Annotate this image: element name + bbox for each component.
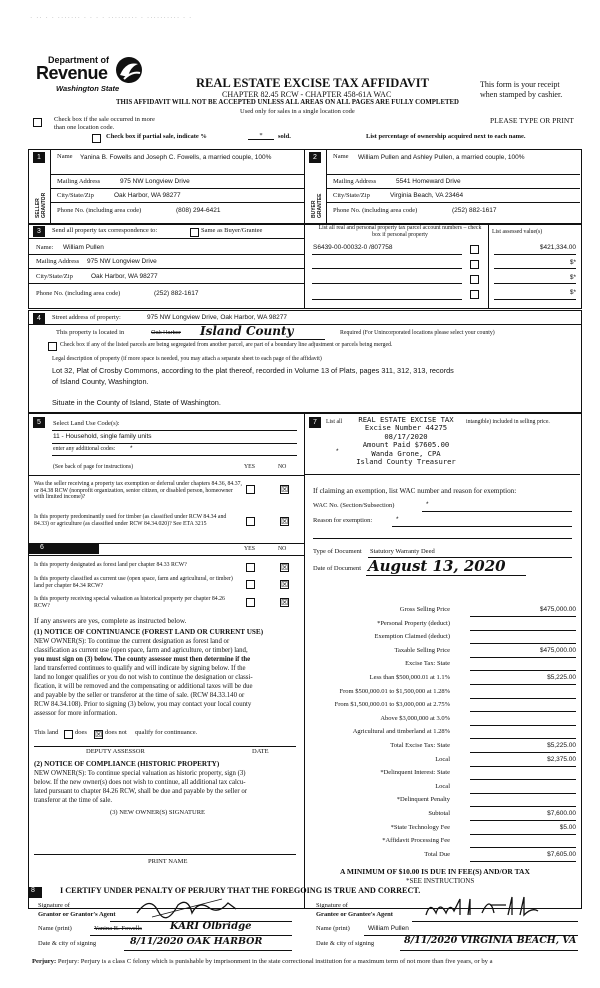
doc-date-handwritten[interactable]: August 13, 2020 — [368, 557, 506, 575]
corr-phone-label: Phone No. (including area code) — [36, 290, 121, 297]
tax-row-rule — [470, 793, 576, 794]
seller-city-label: City/State/Zip — [57, 192, 94, 199]
rule — [51, 202, 304, 203]
perjury-text: Perjury: Perjury is a class C felony which is punishable by imprisonment in the state correctional institution for a maximum term of not more than five years, or by a — [57, 958, 493, 965]
tax-row-label: *State Technology Fee — [390, 824, 450, 831]
legal-line2[interactable]: of Island County, Washington. — [52, 377, 149, 386]
qualify-label: qualify for continuance. — [135, 729, 198, 736]
corr-mailing-label: Mailing Address — [36, 258, 80, 265]
tax-row-rule — [470, 670, 576, 671]
rule — [494, 254, 576, 255]
doc-type[interactable]: Statutory Warranty Deed — [370, 548, 435, 555]
section-5-badge: 5 — [33, 417, 45, 428]
dor-logo — [36, 55, 146, 105]
grantor-name-printed[interactable]: Yanina B. Fowells — [94, 925, 142, 932]
receipt-line1: This form is your receipt — [480, 80, 560, 89]
seller-name[interactable]: Yanina B. Fowells and Joseph C. Fowells, a married couple, 100% — [80, 154, 272, 161]
partial-sale-pct[interactable]: * — [248, 132, 274, 140]
tax-row-label: Local — [435, 756, 450, 763]
grantor-sig-label2: Grantor or Grantor's Agent — [38, 911, 116, 918]
tax-row-label: *Delinquent Interest: State — [380, 769, 450, 776]
rule — [51, 174, 304, 175]
parcel-personal-checkbox-3[interactable] — [470, 290, 479, 299]
section-7-badge: 7 — [309, 417, 321, 428]
tax-row-value[interactable]: $5,225.00 — [547, 674, 576, 681]
parcels-col-divider — [488, 223, 489, 308]
grantee-sig-label2: Grantee or Grantee's Agent — [316, 911, 393, 918]
s5-q1-no-checkbox[interactable]: ☒ — [281, 485, 289, 494]
s5-question-1: Was the seller receiving a property tax exemption or deferral under chapters 84.36, 84.37, or 84.38 RCW (nonprofit organization, senior citizen, or disabled person, homeowner with limited income)? — [34, 481, 242, 501]
s5-q1-yes-checkbox[interactable] — [246, 485, 255, 494]
additional-codes-label: enter any additional codes: — [53, 446, 116, 452]
additional-codes[interactable]: * — [130, 445, 133, 452]
buyer-phone[interactable]: (252) 882-1617 — [452, 207, 497, 214]
stamp-line4: Amount Paid $7605.00 — [362, 440, 450, 450]
s5-q2-yes-checkbox[interactable] — [246, 517, 255, 526]
buyer-side-divider — [326, 149, 327, 224]
sold-label: sold. — [278, 133, 291, 140]
tax-row-label: Above $3,000,000 at 3.0% — [380, 715, 450, 722]
rule — [29, 283, 304, 284]
buyer-name[interactable]: William Pullen and Ashley Pullen, a married couple, 100% — [358, 154, 525, 161]
rule — [124, 950, 292, 951]
rule — [366, 575, 526, 576]
seller-side-divider — [50, 149, 51, 224]
does-checkbox[interactable] — [64, 730, 73, 739]
same-as-buyer-checkbox[interactable] — [190, 228, 199, 237]
grantee-signature[interactable] — [420, 893, 550, 921]
tax-row-value[interactable]: $475,000.00 — [539, 647, 576, 654]
notice1-line: fication, it will be removed and the compensating or additional taxes will be due — [34, 683, 253, 690]
buyer-city[interactable]: Virginia Beach, VA 23464 — [390, 192, 464, 199]
grantor-name-handwritten[interactable]: KARI Olbridge — [170, 921, 252, 932]
located-county-handwritten[interactable]: Island County — [200, 324, 294, 338]
stamp-line1: REAL ESTATE EXCISE TAX — [358, 415, 454, 424]
list-all-label: List all — [326, 419, 343, 425]
street-label: Street address of property: — [52, 314, 121, 321]
located-in-label: This property is located in — [56, 329, 125, 336]
rule — [312, 299, 462, 300]
grantor-name-label: Name (print) — [38, 925, 72, 932]
s5-q2-no-checkbox[interactable]: ☒ — [281, 517, 289, 526]
rule — [34, 746, 296, 747]
notice1-line: land no longer qualifies or you do not wish to continue the designation or classi- — [34, 674, 253, 681]
tax-row-label: Local — [435, 783, 450, 790]
land-use-label: Select Land Use Code(s): — [53, 420, 120, 427]
s6-question-2: Is this property classified as current use (open space, farm and agricultural, or timber) land per chapter 84.34 RCW? — [34, 576, 233, 589]
tax-row-rule — [470, 806, 576, 807]
partial-sale-checkbox[interactable] — [92, 134, 101, 143]
stamp-line3: 08/17/2020 — [384, 431, 428, 441]
tax-row-rule — [470, 711, 576, 712]
notice1-line: NEW OWNER(S): To continue the current designation as forest land or — [34, 638, 230, 645]
parcel-personal-checkbox-2[interactable] — [470, 275, 479, 284]
buyer-side-label: BUYER GRANTEE — [311, 193, 323, 218]
rule — [150, 339, 325, 340]
tax-row-label: *Delinquent Penalty — [396, 796, 450, 803]
rule — [312, 283, 462, 284]
s5-question-2: Is this property predominantly used for timber (as classified under RCW 84.34 and 84.33) or agriculture (as classified under RCW 84.34.020)? See ETA 3215 — [34, 514, 227, 527]
deputy-assessor-label: DEPUTY ASSESSOR — [86, 748, 145, 755]
parcel-personal-checkbox-1[interactable] — [470, 260, 479, 269]
s6-yes-header: YES — [244, 546, 255, 552]
grantee-date-label: Date & city of signing — [316, 940, 375, 947]
multi-location-label: Check box if the sale occurred in more than one location code. — [54, 116, 155, 131]
rule — [313, 538, 572, 539]
seller-phone[interactable]: (808) 294-6421 — [176, 207, 221, 214]
rule — [327, 188, 580, 189]
tax-row-value[interactable]: $475,000.00 — [539, 606, 576, 613]
section-4-badge: 4 — [33, 313, 45, 324]
tax-row-value[interactable]: $2,375.00 — [547, 756, 576, 763]
grantee-sig-label1: Signature of — [316, 902, 348, 909]
dept-line2: Revenue — [36, 63, 108, 83]
rule — [412, 921, 578, 922]
rule — [312, 254, 462, 255]
tax-row-rule — [470, 725, 576, 726]
date-label: DATE — [252, 748, 269, 755]
form-subtitle: CHAPTER 82.45 RCW - CHAPTER 458-61A WAC — [222, 90, 392, 99]
buyer-mailing-label: Mailing Address — [333, 178, 377, 185]
tax-row-label: Exemption Claimed (deduct) — [374, 633, 450, 640]
tax-row-rule — [470, 779, 576, 780]
rule — [422, 511, 572, 512]
seller-mailing[interactable]: 975 NW Longview Drive — [120, 178, 190, 185]
parties-divider — [304, 149, 305, 224]
segregated-label: Check box if any of the listed parcels are being segregated from another parcel, are part of a boundary line adjustment or parcels being merged. — [60, 342, 393, 348]
grantee-name-label: Name (print) — [316, 925, 350, 932]
tax-row-rule — [470, 630, 576, 631]
wac-label: WAC No. (Section/Subsection) — [313, 502, 395, 509]
rule — [51, 188, 304, 189]
receipt-line2: when stamped by cashier. — [480, 90, 563, 99]
rule — [392, 526, 572, 527]
top-scan-noise: · ·· · · ······· · · · · ········· · ·········· · · — [30, 14, 193, 22]
buyer-city-label: City/State/Zip — [333, 192, 370, 199]
reason-label: Reason for exemption: — [313, 517, 373, 524]
rule — [29, 268, 304, 269]
tax-row-rule — [470, 861, 576, 862]
s6-q3-yes-checkbox[interactable] — [246, 598, 255, 607]
form-warning: THIS AFFIDAVIT WILL NOT BE ACCEPTED UNLESS ALL AREAS ON ALL PAGES ARE FULLY COMPLETED — [116, 99, 459, 106]
s6-q3-no-checkbox[interactable]: ☒ — [281, 598, 289, 607]
stamp-line5: Wanda Grone, CPA — [371, 448, 441, 458]
rule — [494, 283, 576, 284]
parcel-number-0[interactable]: S6439-00-00032-0 /807758 — [313, 244, 393, 251]
notice2-line: below. If the new owner(s) does not wish to continue, all additional tax calcu- — [34, 779, 246, 786]
tax-row-rule — [470, 684, 576, 685]
s6-if-yes: If any answers are yes, complete as instructed below. — [34, 617, 187, 625]
tax-row-rule — [470, 752, 576, 753]
rule — [494, 268, 576, 269]
situate-line[interactable]: Situate in the County of Island, State of Washington. — [52, 398, 221, 407]
correspondence-label: Send all property tax correspondence to: — [52, 227, 158, 234]
section-8-badge: 8 — [31, 887, 35, 894]
s6-q1-yes-checkbox[interactable] — [246, 563, 255, 572]
exemption-claim: If claiming an exemption, list WAC number and reason for exemption: — [313, 487, 517, 495]
notice1-title: (1) NOTICE OF CONTINUANCE (FOREST LAND OR CURRENT USE) — [34, 628, 264, 636]
rule — [29, 238, 304, 239]
rule — [327, 202, 580, 203]
wac-value[interactable]: * — [426, 501, 429, 508]
s6-question-3: Is this property receiving special valuation as historical property per chapter 84.26 RCW? — [34, 596, 225, 609]
rule — [312, 268, 462, 269]
parcel-value-0[interactable]: $421,334.00 — [539, 244, 576, 251]
print-name-label: PRINT NAME — [148, 858, 188, 865]
tax-row-label: *Affidavit Processing Fee — [382, 837, 450, 844]
rule — [52, 455, 297, 456]
tax-row-label: Gross Selling Price — [399, 606, 450, 613]
please-type: PLEASE TYPE OR PRINT — [490, 116, 574, 125]
tax-row-rule — [470, 616, 576, 617]
rule — [29, 254, 304, 255]
notice1-line: assessor for more information. — [34, 710, 118, 717]
corr-phone[interactable]: (252) 882-1617 — [154, 290, 199, 297]
section-2-badge: 2 — [309, 152, 321, 163]
assessed-header: List assessed value(s) — [492, 229, 543, 235]
tax-row-value[interactable]: $7,605.00 — [547, 851, 576, 858]
s5-yes-header: YES — [244, 464, 255, 470]
rule — [400, 950, 578, 951]
notice1-line: and payable by the seller or transferor at the time of sale. (RCW 84.33.140 or — [34, 692, 245, 699]
legal-label: Legal description of property (if more space is needed, you may attach a separate sheet to each page of the affidavit) — [52, 356, 322, 362]
rule — [34, 854, 296, 855]
rule — [52, 443, 297, 444]
new-owner-signature-label: (3) NEW OWNER(S) SIGNATURE — [110, 809, 206, 816]
seller-city[interactable]: Oak Harbor, WA 98277 — [114, 192, 181, 199]
doc-type-label: Type of Document — [313, 548, 362, 555]
s6-question-1: Is this property designated as forest land per chapter 84.33 RCW? — [34, 562, 187, 568]
does-not-label: does not — [105, 729, 127, 736]
grantor-signature[interactable] — [132, 893, 242, 921]
notice2-line: transferor at the time of sale. — [34, 797, 113, 804]
stamp-line2: Excise Number 44275 — [364, 423, 448, 433]
partial-sale-label: Check box if partial sale, indicate % — [106, 133, 207, 140]
notice1-line: you must sign on (3) below. The county assessor must then determine if the — [34, 656, 251, 663]
reason-value[interactable]: * — [396, 516, 399, 523]
section7-star: * — [336, 448, 339, 455]
segregated-checkbox[interactable] — [48, 342, 57, 351]
s6-no-header: NO — [278, 546, 287, 552]
located-struck: Oak Harbor — [151, 330, 181, 336]
corr-name-label: Name: — [36, 244, 54, 251]
rule — [327, 174, 580, 175]
tax-row-label: Taxable Selling Price — [394, 647, 450, 654]
tax-row-label: *Personal Property (deduct) — [377, 620, 450, 627]
s6-q2-yes-checkbox[interactable] — [246, 580, 255, 589]
corr-mailing[interactable]: 975 NW Longview Drive — [87, 258, 157, 265]
grantee-date-handwritten[interactable]: 8/11/2020 VIRGINIA BEACH, VA — [404, 935, 577, 946]
stamp-line6: Island County Treasurer — [356, 457, 456, 467]
multi-location-checkbox[interactable] — [33, 118, 42, 127]
rule — [494, 299, 576, 300]
dor-swirl-icon — [112, 55, 146, 85]
land-use-code[interactable]: 11 - Household, single family units — [53, 433, 152, 440]
section-1-badge: 1 — [33, 152, 45, 163]
tax-row-label: Total Excise Tax: State — [390, 742, 450, 749]
tax-row-rule — [470, 766, 576, 767]
seller-mailing-label: Mailing Address — [57, 178, 101, 185]
section-6-badge: 6 — [40, 544, 44, 551]
grantor-sig-label1: Signature of — [38, 902, 70, 909]
tax-row-rule — [470, 657, 576, 658]
buyer-name-label: Name — [333, 153, 349, 160]
legal-line1[interactable]: Lot 32, Plat of Crosby Commons, according to the plat thereof, recorded in Volume 13 of Plats, pages 311, 312, 313, records — [52, 366, 454, 375]
rule — [29, 475, 304, 476]
form-title: REAL ESTATE EXCISE TAX AFFIDAVIT — [196, 76, 429, 90]
grantor-date-handwritten[interactable]: 8/11/2020 OAK HARBOR — [130, 936, 263, 947]
parcel-personal-checkbox-0[interactable] — [470, 245, 479, 254]
ownership-note: List percentage of ownership acquired next to each name. — [366, 133, 526, 140]
does-not-checkbox[interactable]: ☒ — [95, 730, 103, 739]
notice2-line: lated pursuant to chapter 84.26 RCW, shall be due and payable by the seller or — [34, 788, 248, 795]
tax-row-label: Agricultural and timberland at 1.28% — [352, 728, 450, 735]
section-3-badge: 3 — [33, 226, 45, 237]
tax-row-label: From $1,500,000.01 to $3,000,000 at 2.75% — [334, 701, 450, 708]
seller-side-label: SELLER GRANTOR — [35, 192, 47, 218]
see-instructions: *SEE INSTRUCTIONS — [406, 877, 475, 885]
dept-line3: Washington State — [56, 84, 120, 93]
s5-no-header: NO — [278, 464, 287, 470]
minimum-due: A MINIMUM OF $10.00 IS DUE IN FEE(S) AND/OR TAX — [340, 867, 530, 876]
parcel-value-1[interactable]: $* — [569, 259, 576, 266]
rule — [305, 474, 580, 475]
same-as-buyer-label: Same as Buyer/Grantee — [201, 227, 263, 234]
doc-date-label: Date of Document — [313, 565, 362, 572]
see-back-note: (See back of page for instructions) — [53, 464, 134, 470]
grantor-date-label: Date & city of signing — [38, 940, 97, 947]
does-label: does — [75, 729, 87, 736]
certify-statement: I CERTIFY UNDER PENALTY OF PERJURY THAT THE FOREGOING IS TRUE AND CORRECT. — [60, 886, 421, 895]
notice1-line: RCW 84.34.108). Prior to signing (3) below, you may contact your local county — [34, 701, 252, 708]
rule — [29, 324, 581, 325]
corr-name[interactable]: William Pullen — [63, 244, 104, 251]
notice2-line: NEW OWNER(S): To continue special valuation as historic property, sign (3) — [34, 770, 246, 777]
tax-row-value[interactable]: $5.00 — [559, 824, 576, 831]
tax-row-rule — [470, 820, 576, 821]
parcel-value-3[interactable]: $* — [569, 289, 576, 296]
seller-name-label: Name — [57, 153, 73, 160]
correspondence-divider — [304, 223, 305, 308]
grantee-name[interactable]: William Pullen — [368, 925, 409, 932]
tax-row-label: Less than $500,000.01 at 1.1% — [369, 674, 450, 681]
corr-city[interactable]: Oak Harbor, WA 98277 — [91, 273, 158, 280]
tax-row-rule — [470, 847, 576, 848]
s6-q1-no-checkbox[interactable]: ☒ — [281, 563, 289, 572]
tax-row-rule — [470, 643, 576, 644]
buyer-mailing[interactable]: 5541 Homeward Drive — [396, 178, 461, 185]
tax-row-value[interactable]: $5,225.00 — [547, 742, 576, 749]
s6-q2-no-checkbox[interactable]: ☒ — [281, 580, 289, 589]
rule — [29, 555, 304, 556]
single-location-note: Used only for sales in a single location code — [240, 108, 355, 115]
tax-row-label: Excise Tax: State — [405, 660, 450, 667]
tax-row-label: Subtotal — [428, 810, 450, 817]
intangible-label: intangible) included in selling price. — [466, 419, 550, 425]
tax-row-label: Total Due — [424, 851, 450, 858]
perjury-notice: Perjury: Perjury: Perjury is a class C felony which is punishable by imprisonment in the state correctional institution for a maximum term of not more than five years, or by a — [32, 958, 493, 965]
tax-row-value[interactable]: $7,600.00 — [547, 810, 576, 817]
tax-row-label: From $500,000.01 to $1,500,000 at 1.28% — [339, 688, 450, 695]
seller-phone-label: Phone No. (including area code) — [57, 207, 142, 214]
this-land-label: This land — [34, 729, 59, 736]
dept-line1: Department of — [48, 55, 110, 65]
treasurer-stamp — [343, 416, 469, 466]
parcel-value-2[interactable]: $* — [569, 274, 576, 281]
parcels-header: List all real and personal property tax parcel account numbers – check box if personal property — [318, 225, 482, 238]
tax-row-rule — [470, 738, 576, 739]
buyer-phone-label: Phone No. (including area code) — [333, 207, 418, 214]
notice1-line: classification as current use (open space, farm and agriculture, or timber) land, — [34, 647, 248, 654]
rule — [52, 430, 297, 431]
corr-city-label: City/State/Zip — [36, 273, 73, 280]
notice1-line: land transferred continues to qualify and will indicate by signing below. If the — [34, 665, 246, 672]
tax-row-rule — [470, 698, 576, 699]
notice2-title: (2) NOTICE OF COMPLIANCE (HISTORIC PROPERTY) — [34, 760, 220, 768]
tax-row-rule — [470, 834, 576, 835]
located-required-note: Required (For Unincorporated locations please select your county) — [340, 330, 495, 336]
street-value[interactable]: 975 NW Longview Drive, Oak Harbor, WA 98277 — [147, 314, 287, 321]
